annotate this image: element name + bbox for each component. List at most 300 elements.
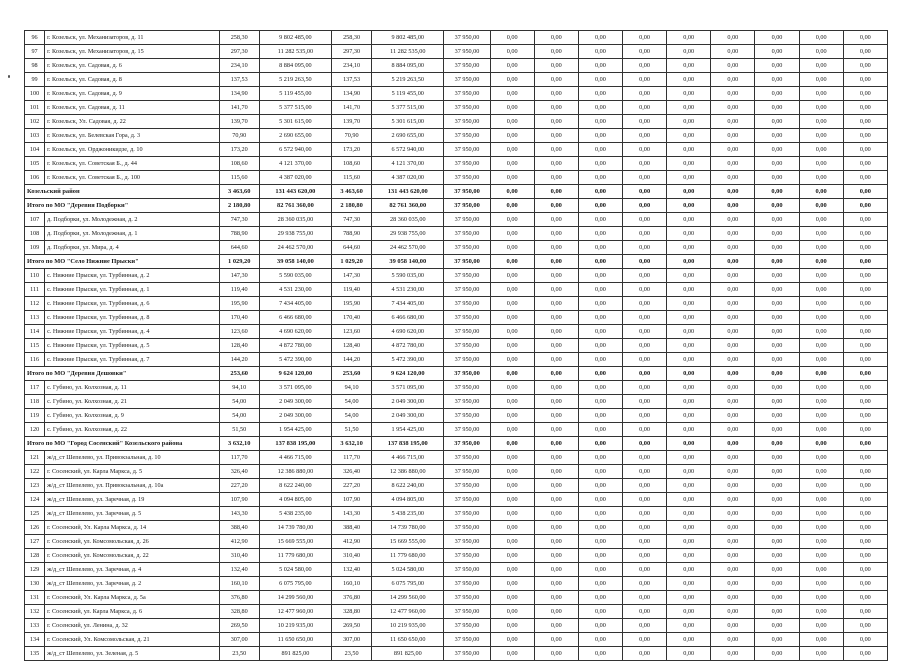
zero-value-cell: 0,00 [755, 633, 799, 647]
table-row [25, 129, 888, 143]
zero-value-cell: 0,00 [711, 367, 755, 381]
zero-value-cell: 0,00 [578, 185, 622, 199]
area-cell-2: 269,50 [332, 619, 372, 633]
zero-value-cell: 0,00 [799, 283, 843, 297]
zero-value-cell: 0,00 [534, 143, 578, 157]
zero-value-cell: 0,00 [667, 283, 711, 297]
zero-value-cell: 0,00 [711, 269, 755, 283]
subtotal-label: Итого по МО "Село Нижние Прыски" [25, 255, 220, 269]
rate-cell: 37 950,00 [444, 437, 490, 451]
row-number: 129 [25, 563, 45, 577]
area-cell-2: 173,20 [332, 143, 372, 157]
zero-value-cell: 0,00 [843, 633, 887, 647]
row-number: 119 [25, 409, 45, 423]
area-cell: 147,30 [219, 269, 259, 283]
zero-value-cell: 0,00 [843, 115, 887, 129]
table-row [25, 591, 888, 605]
row-number: 126 [25, 521, 45, 535]
row-number: 97 [25, 45, 45, 59]
rate-cell: 37 950,00 [444, 381, 490, 395]
zero-value-cell: 0,00 [534, 619, 578, 633]
zero-value-cell: 0,00 [711, 535, 755, 549]
zero-value-cell: 0,00 [667, 465, 711, 479]
area-cell-2: 147,30 [332, 269, 372, 283]
area-cell: 328,80 [219, 605, 259, 619]
cost-cell-2: 11 282 535,00 [372, 45, 444, 59]
zero-value-cell: 0,00 [755, 353, 799, 367]
zero-value-cell: 0,00 [799, 185, 843, 199]
area-cell: 2 180,80 [219, 199, 259, 213]
zero-value-cell: 0,00 [755, 395, 799, 409]
zero-value-cell: 0,00 [490, 87, 534, 101]
zero-value-cell: 0,00 [534, 437, 578, 451]
zero-value-cell: 0,00 [843, 409, 887, 423]
zero-value-cell: 0,00 [578, 311, 622, 325]
area-cell: 117,70 [219, 451, 259, 465]
zero-value-cell: 0,00 [534, 45, 578, 59]
zero-value-cell: 0,00 [622, 465, 666, 479]
zero-value-cell: 0,00 [534, 269, 578, 283]
zero-value-cell: 0,00 [711, 213, 755, 227]
zero-value-cell: 0,00 [799, 129, 843, 143]
zero-value-cell: 0,00 [711, 563, 755, 577]
zero-value-cell: 0,00 [622, 311, 666, 325]
cost-cell-2: 9 802 485,00 [372, 31, 444, 45]
row-number: 98 [25, 59, 45, 73]
zero-value-cell: 0,00 [578, 101, 622, 115]
address-cell: г. Козельск, ул. Советская Б., д. 100 [45, 171, 220, 185]
area-cell-2: 3 463,60 [332, 185, 372, 199]
zero-value-cell: 0,00 [490, 157, 534, 171]
zero-value-cell: 0,00 [490, 591, 534, 605]
zero-value-cell: 0,00 [534, 171, 578, 185]
zero-value-cell: 0,00 [490, 45, 534, 59]
zero-value-cell: 0,00 [667, 213, 711, 227]
zero-value-cell: 0,00 [534, 157, 578, 171]
zero-value-cell: 0,00 [755, 171, 799, 185]
scanned-document-page [24, 30, 888, 661]
zero-value-cell: 0,00 [843, 647, 887, 661]
cost-cell: 5 377 515,00 [259, 101, 331, 115]
zero-value-cell: 0,00 [843, 381, 887, 395]
zero-value-cell: 0,00 [799, 563, 843, 577]
area-cell: 144,20 [219, 353, 259, 367]
table-row [25, 647, 888, 661]
zero-value-cell: 0,00 [534, 647, 578, 661]
cost-cell: 10 219 935,00 [259, 619, 331, 633]
address-cell: г. Козельск, ул. Садовая, д. 11 [45, 101, 220, 115]
cost-cell-2: 5 301 615,00 [372, 115, 444, 129]
zero-value-cell: 0,00 [711, 409, 755, 423]
cost-cell: 5 472 390,00 [259, 353, 331, 367]
subtotal-label: Итого по МО "Деревня Дешовки" [25, 367, 220, 381]
zero-value-cell: 0,00 [578, 451, 622, 465]
zero-value-cell: 0,00 [755, 31, 799, 45]
row-number: 125 [25, 507, 45, 521]
zero-value-cell: 0,00 [490, 633, 534, 647]
zero-value-cell: 0,00 [578, 255, 622, 269]
cost-cell: 4 690 620,00 [259, 325, 331, 339]
zero-value-cell: 0,00 [667, 423, 711, 437]
zero-value-cell: 0,00 [755, 255, 799, 269]
zero-value-cell: 0,00 [755, 199, 799, 213]
cost-cell: 4 531 230,00 [259, 283, 331, 297]
zero-value-cell: 0,00 [799, 101, 843, 115]
zero-value-cell: 0,00 [799, 157, 843, 171]
cost-cell: 11 779 680,00 [259, 549, 331, 563]
zero-value-cell: 0,00 [490, 255, 534, 269]
area-cell-2: 54,00 [332, 409, 372, 423]
cost-cell-2: 4 094 805,00 [372, 493, 444, 507]
cost-cell: 137 838 195,00 [259, 437, 331, 451]
cost-cell-2: 4 531 230,00 [372, 283, 444, 297]
zero-value-cell: 0,00 [622, 381, 666, 395]
zero-value-cell: 0,00 [622, 101, 666, 115]
housing-cost-table [24, 30, 888, 661]
rate-cell: 37 950,00 [444, 297, 490, 311]
rate-cell: 37 950,00 [444, 199, 490, 213]
rate-cell: 37 950,00 [444, 213, 490, 227]
scan-speck [8, 75, 10, 78]
cost-cell-2: 5 119 455,00 [372, 87, 444, 101]
rate-cell: 37 950,00 [444, 535, 490, 549]
zero-value-cell: 0,00 [843, 563, 887, 577]
zero-value-cell: 0,00 [711, 339, 755, 353]
cost-cell: 11 650 650,00 [259, 633, 331, 647]
area-cell: 234,10 [219, 59, 259, 73]
area-cell-2: 258,30 [332, 31, 372, 45]
rate-cell: 37 950,00 [444, 87, 490, 101]
address-cell: г. Козельск, ул. Садовая, д. 8 [45, 73, 220, 87]
zero-value-cell: 0,00 [667, 619, 711, 633]
address-cell: г. Козельск, ул. Садовая, д. 9 [45, 87, 220, 101]
zero-value-cell: 0,00 [711, 59, 755, 73]
cost-cell-2: 6 075 795,00 [372, 577, 444, 591]
table-row [25, 297, 888, 311]
zero-value-cell: 0,00 [755, 115, 799, 129]
cost-cell: 6 572 940,00 [259, 143, 331, 157]
zero-value-cell: 0,00 [578, 73, 622, 87]
zero-value-cell: 0,00 [622, 45, 666, 59]
zero-value-cell: 0,00 [490, 283, 534, 297]
area-cell: 388,40 [219, 521, 259, 535]
zero-value-cell: 0,00 [843, 311, 887, 325]
rate-cell: 37 950,00 [444, 283, 490, 297]
rate-cell: 37 950,00 [444, 59, 490, 73]
table-body [25, 31, 888, 661]
zero-value-cell: 0,00 [755, 311, 799, 325]
cost-cell: 6 466 680,00 [259, 311, 331, 325]
zero-value-cell: 0,00 [755, 129, 799, 143]
zero-value-cell: 0,00 [622, 423, 666, 437]
address-cell: ж/д_ст Шепелево, ул. Заречная, д. 4 [45, 563, 220, 577]
area-cell-2: 328,80 [332, 605, 372, 619]
zero-value-cell: 0,00 [578, 549, 622, 563]
area-cell: 160,10 [219, 577, 259, 591]
zero-value-cell: 0,00 [667, 633, 711, 647]
zero-value-cell: 0,00 [755, 605, 799, 619]
row-number: 102 [25, 115, 45, 129]
cost-cell-2: 28 360 035,00 [372, 213, 444, 227]
zero-value-cell: 0,00 [711, 647, 755, 661]
address-cell: с. Губино, ул. Колхозная, д. 22 [45, 423, 220, 437]
zero-value-cell: 0,00 [534, 101, 578, 115]
zero-value-cell: 0,00 [534, 283, 578, 297]
cost-cell: 5 438 235,00 [259, 507, 331, 521]
zero-value-cell: 0,00 [667, 45, 711, 59]
cost-cell: 2 690 655,00 [259, 129, 331, 143]
address-cell: г. Сосенский, ул. Карла Маркса, д. 6 [45, 605, 220, 619]
zero-value-cell: 0,00 [843, 157, 887, 171]
zero-value-cell: 0,00 [711, 437, 755, 451]
zero-value-cell: 0,00 [622, 157, 666, 171]
cost-cell-2: 5 438 235,00 [372, 507, 444, 521]
cost-cell: 14 299 560,00 [259, 591, 331, 605]
zero-value-cell: 0,00 [490, 241, 534, 255]
zero-value-cell: 0,00 [711, 199, 755, 213]
table-row [25, 115, 888, 129]
zero-value-cell: 0,00 [711, 157, 755, 171]
area-cell: 3 632,10 [219, 437, 259, 451]
cost-cell: 8 884 095,00 [259, 59, 331, 73]
zero-value-cell: 0,00 [667, 255, 711, 269]
zero-value-cell: 0,00 [755, 283, 799, 297]
zero-value-cell: 0,00 [490, 213, 534, 227]
table-row [25, 143, 888, 157]
area-cell-2: 107,90 [332, 493, 372, 507]
zero-value-cell: 0,00 [490, 115, 534, 129]
cost-cell: 15 669 555,00 [259, 535, 331, 549]
zero-value-cell: 0,00 [622, 199, 666, 213]
zero-value-cell: 0,00 [843, 535, 887, 549]
zero-value-cell: 0,00 [799, 535, 843, 549]
zero-value-cell: 0,00 [755, 535, 799, 549]
area-cell: 307,00 [219, 633, 259, 647]
rate-cell: 37 950,00 [444, 367, 490, 381]
zero-value-cell: 0,00 [799, 521, 843, 535]
row-number: 100 [25, 87, 45, 101]
zero-value-cell: 0,00 [843, 227, 887, 241]
zero-value-cell: 0,00 [622, 563, 666, 577]
zero-value-cell: 0,00 [667, 647, 711, 661]
zero-value-cell: 0,00 [622, 493, 666, 507]
zero-value-cell: 0,00 [622, 339, 666, 353]
row-number: 107 [25, 213, 45, 227]
zero-value-cell: 0,00 [490, 619, 534, 633]
zero-value-cell: 0,00 [490, 507, 534, 521]
zero-value-cell: 0,00 [755, 73, 799, 87]
zero-value-cell: 0,00 [755, 339, 799, 353]
zero-value-cell: 0,00 [711, 521, 755, 535]
zero-value-cell: 0,00 [755, 143, 799, 157]
cost-cell-2: 4 466 715,00 [372, 451, 444, 465]
cost-cell: 9 624 120,00 [259, 367, 331, 381]
cost-cell-2: 12 477 960,00 [372, 605, 444, 619]
row-number: 112 [25, 297, 45, 311]
zero-value-cell: 0,00 [578, 605, 622, 619]
table-row [25, 605, 888, 619]
area-cell: 195,90 [219, 297, 259, 311]
zero-value-cell: 0,00 [490, 423, 534, 437]
address-cell: г. Сосенский, Ул. Карла Маркса, д. 14 [45, 521, 220, 535]
zero-value-cell: 0,00 [490, 353, 534, 367]
cost-cell-2: 6 466 680,00 [372, 311, 444, 325]
zero-value-cell: 0,00 [578, 59, 622, 73]
zero-value-cell: 0,00 [490, 325, 534, 339]
zero-value-cell: 0,00 [667, 227, 711, 241]
zero-value-cell: 0,00 [578, 269, 622, 283]
zero-value-cell: 0,00 [711, 549, 755, 563]
zero-value-cell: 0,00 [711, 255, 755, 269]
area-cell: 253,60 [219, 367, 259, 381]
row-number: 133 [25, 619, 45, 633]
zero-value-cell: 0,00 [799, 591, 843, 605]
zero-value-cell: 0,00 [578, 619, 622, 633]
address-cell: г. Козельск, ул. Орджоникидзе, д. 10 [45, 143, 220, 157]
zero-value-cell: 0,00 [622, 353, 666, 367]
zero-value-cell: 0,00 [755, 521, 799, 535]
rate-cell: 37 950,00 [444, 45, 490, 59]
zero-value-cell: 0,00 [843, 619, 887, 633]
zero-value-cell: 0,00 [534, 227, 578, 241]
address-cell: ж/д_ст Шепелево, ул. Заречная, д. 19 [45, 493, 220, 507]
zero-value-cell: 0,00 [578, 283, 622, 297]
cost-cell: 891 825,00 [259, 647, 331, 661]
zero-value-cell: 0,00 [667, 129, 711, 143]
rate-cell: 37 950,00 [444, 73, 490, 87]
zero-value-cell: 0,00 [799, 325, 843, 339]
cost-cell: 5 301 615,00 [259, 115, 331, 129]
zero-value-cell: 0,00 [843, 325, 887, 339]
zero-value-cell: 0,00 [622, 31, 666, 45]
area-cell-2: 160,10 [332, 577, 372, 591]
zero-value-cell: 0,00 [843, 577, 887, 591]
address-cell: г. Козельск, ул. Механизаторов, д. 11 [45, 31, 220, 45]
zero-value-cell: 0,00 [667, 297, 711, 311]
zero-value-cell: 0,00 [622, 269, 666, 283]
zero-value-cell: 0,00 [622, 395, 666, 409]
area-cell: 123,60 [219, 325, 259, 339]
area-cell-2: 141,70 [332, 101, 372, 115]
table-row [25, 479, 888, 493]
zero-value-cell: 0,00 [578, 227, 622, 241]
zero-value-cell: 0,00 [622, 255, 666, 269]
cost-cell: 3 571 095,00 [259, 381, 331, 395]
area-cell: 747,30 [219, 213, 259, 227]
zero-value-cell: 0,00 [711, 283, 755, 297]
zero-value-cell: 0,00 [534, 185, 578, 199]
zero-value-cell: 0,00 [578, 465, 622, 479]
zero-value-cell: 0,00 [711, 311, 755, 325]
zero-value-cell: 0,00 [667, 479, 711, 493]
zero-value-cell: 0,00 [667, 101, 711, 115]
zero-value-cell: 0,00 [799, 451, 843, 465]
zero-value-cell: 0,00 [622, 647, 666, 661]
zero-value-cell: 0,00 [578, 297, 622, 311]
rate-cell: 37 950,00 [444, 465, 490, 479]
zero-value-cell: 0,00 [622, 297, 666, 311]
subtotal-row [25, 255, 888, 269]
area-cell: 128,40 [219, 339, 259, 353]
table-row [25, 325, 888, 339]
area-cell: 51,50 [219, 423, 259, 437]
zero-value-cell: 0,00 [578, 493, 622, 507]
zero-value-cell: 0,00 [755, 507, 799, 521]
zero-value-cell: 0,00 [622, 507, 666, 521]
area-cell: 412,90 [219, 535, 259, 549]
zero-value-cell: 0,00 [843, 493, 887, 507]
cost-cell-2: 39 058 140,00 [372, 255, 444, 269]
row-number: 105 [25, 157, 45, 171]
cost-cell: 4 094 805,00 [259, 493, 331, 507]
rate-cell: 37 950,00 [444, 647, 490, 661]
zero-value-cell: 0,00 [667, 409, 711, 423]
area-cell: 326,40 [219, 465, 259, 479]
zero-value-cell: 0,00 [490, 31, 534, 45]
zero-value-cell: 0,00 [799, 549, 843, 563]
zero-value-cell: 0,00 [578, 409, 622, 423]
zero-value-cell: 0,00 [622, 409, 666, 423]
zero-value-cell: 0,00 [534, 255, 578, 269]
zero-value-cell: 0,00 [755, 297, 799, 311]
zero-value-cell: 0,00 [755, 367, 799, 381]
zero-value-cell: 0,00 [534, 353, 578, 367]
zero-value-cell: 0,00 [711, 423, 755, 437]
area-cell-2: 139,70 [332, 115, 372, 129]
zero-value-cell: 0,00 [755, 269, 799, 283]
zero-value-cell: 0,00 [534, 31, 578, 45]
rate-cell: 37 950,00 [444, 577, 490, 591]
zero-value-cell: 0,00 [755, 591, 799, 605]
zero-value-cell: 0,00 [843, 73, 887, 87]
cost-cell-2: 2 049 300,00 [372, 395, 444, 409]
zero-value-cell: 0,00 [755, 241, 799, 255]
zero-value-cell: 0,00 [490, 269, 534, 283]
zero-value-cell: 0,00 [799, 297, 843, 311]
zero-value-cell: 0,00 [711, 45, 755, 59]
area-cell: 297,30 [219, 45, 259, 59]
row-number: 99 [25, 73, 45, 87]
zero-value-cell: 0,00 [843, 297, 887, 311]
zero-value-cell: 0,00 [755, 409, 799, 423]
zero-value-cell: 0,00 [711, 73, 755, 87]
zero-value-cell: 0,00 [667, 325, 711, 339]
zero-value-cell: 0,00 [799, 45, 843, 59]
zero-value-cell: 0,00 [490, 465, 534, 479]
row-number: 104 [25, 143, 45, 157]
cost-cell-2: 137 838 195,00 [372, 437, 444, 451]
zero-value-cell: 0,00 [490, 395, 534, 409]
zero-value-cell: 0,00 [534, 535, 578, 549]
zero-value-cell: 0,00 [534, 59, 578, 73]
zero-value-cell: 0,00 [843, 339, 887, 353]
row-number: 131 [25, 591, 45, 605]
row-number: 109 [25, 241, 45, 255]
area-cell-2: 195,90 [332, 297, 372, 311]
rate-cell: 37 950,00 [444, 591, 490, 605]
zero-value-cell: 0,00 [843, 465, 887, 479]
rate-cell: 37 950,00 [444, 633, 490, 647]
zero-value-cell: 0,00 [578, 647, 622, 661]
zero-value-cell: 0,00 [711, 395, 755, 409]
area-cell-2: 326,40 [332, 465, 372, 479]
zero-value-cell: 0,00 [534, 605, 578, 619]
area-cell-2: 54,00 [332, 395, 372, 409]
address-cell: г. Сосенский, Ул. Комсомольская, д. 21 [45, 633, 220, 647]
zero-value-cell: 0,00 [667, 269, 711, 283]
cost-cell: 8 622 240,00 [259, 479, 331, 493]
cost-cell-2: 131 443 620,00 [372, 185, 444, 199]
